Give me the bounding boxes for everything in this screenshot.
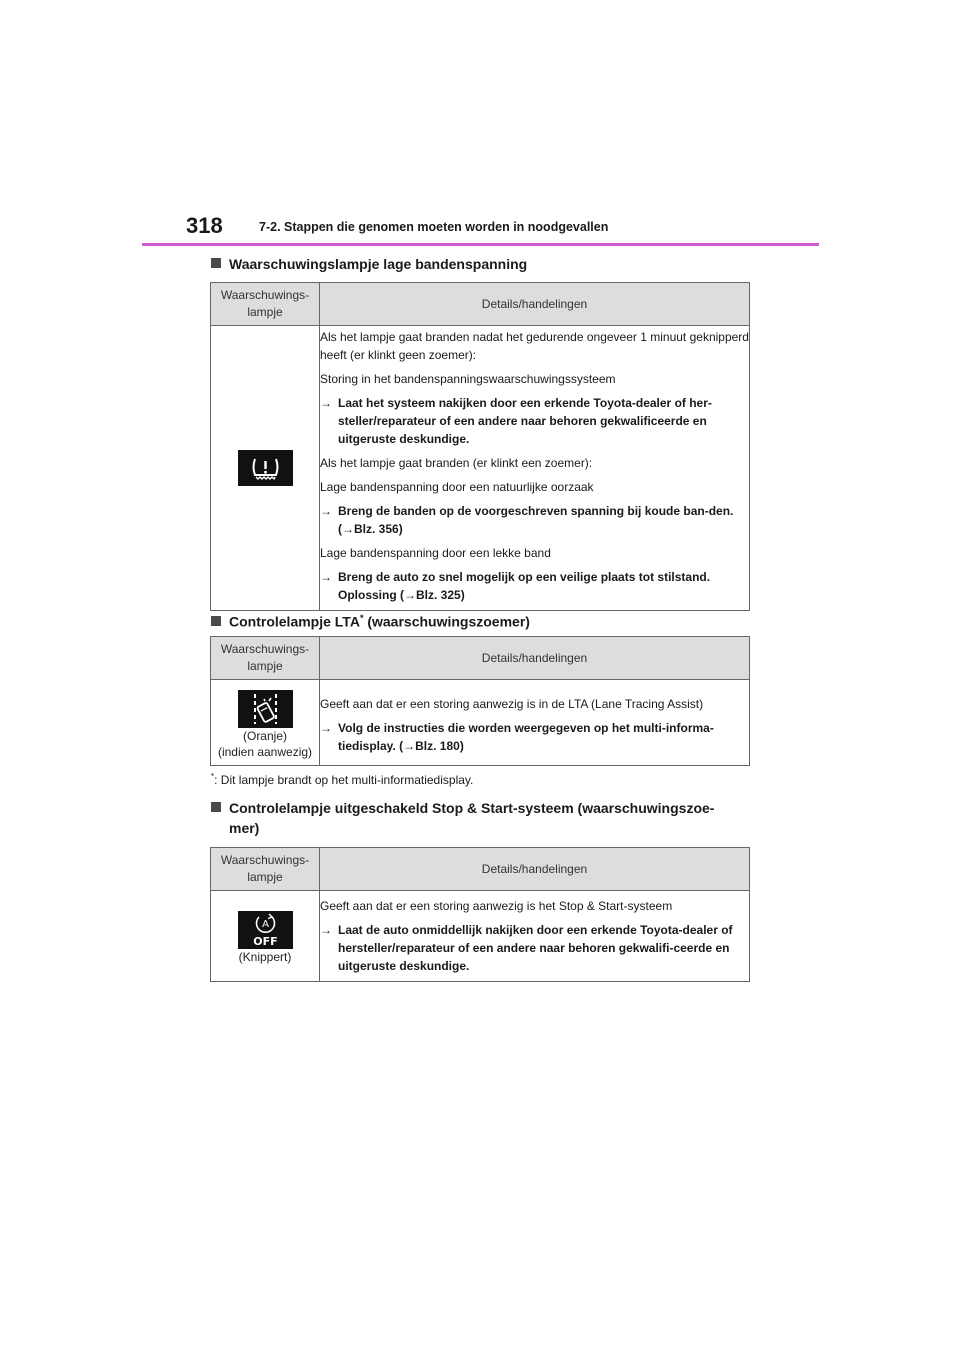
page-reference-link[interactable]: Blz. 356) — [354, 522, 403, 536]
page-reference-link[interactable]: Blz. 180) — [415, 738, 464, 753]
column-header-lamp: Waarschuwings- lampje — [211, 637, 320, 680]
footnote: *: Dit lampje brandt op het multi-informatiedisplay. — [211, 772, 474, 787]
lta-table — [210, 636, 750, 766]
table-row — [211, 680, 750, 766]
column-header-details: Details/handelingen — [320, 283, 750, 326]
lane-tracing-assist-icon — [238, 690, 293, 728]
table-header-row — [211, 848, 750, 891]
details-cell: Geeft aan dat er een storing aanwezig is in de LTA (Lane Tracing Assist) → Volg de instructies die worden weergegeven op het multi-informa-tiedisplay. (→Blz. 180) — [320, 680, 750, 766]
details-cell: Als het lampje gaat branden nadat het gedurende ongeveer 1 minuut geknipperd heeft (er klinkt geen zoemer): Storing in het bandenspanningswaarschuwingssysteem → Laat het systeem nakijken door een erkende Toyota-dealer of her-steller/reparateur of een andere naar behoren gekwalificeerde en uitgeruste deskundige. Als het lampje gaat branden (er klinkt een zoemer): Lage bandenspanning door een natuurlijke oorzaak → Breng de banden op de voorgeschreven spanning bij koude ban-den. (→Blz. 356) Lage bandenspanning door een lekke band → Breng de auto zo snel mogelijk op een veilige plaats tot stilstand. Oplossing (→Blz. 325) — [320, 326, 750, 611]
table-row — [211, 891, 750, 982]
bullet-square-icon — [211, 802, 221, 812]
table-header-row — [211, 283, 750, 326]
column-header-lamp: Waarschuwings- lampje — [211, 848, 320, 891]
section-title-tire-pressure: Waarschuwingslampje lage bandenspanning — [211, 254, 771, 274]
stop-start-off-icon — [238, 911, 293, 949]
tire-pressure-warning-icon — [238, 450, 293, 486]
bullet-square-icon — [211, 616, 221, 626]
table-header-row — [211, 637, 750, 680]
section-title-lta: Controlelampje LTA* (waarschuwingszoemer) — [211, 608, 771, 632]
stop-start-table — [210, 847, 750, 982]
section-title-stop-start: Controlelampje uitgeschakeld Stop & Start-systeem (waarschuwingszoe- mer) — [211, 798, 771, 838]
lamp-cell: A OFF (Knippert) — [211, 891, 320, 982]
chapter-title: 7-2. Stappen die genomen moeten worden in noodgevallen — [259, 220, 609, 234]
table-row — [211, 326, 750, 611]
page-number: 318 — [186, 213, 223, 238]
page-header — [0, 0, 960, 250]
header-rule — [142, 243, 819, 246]
column-header-details: Details/handelingen — [320, 848, 750, 891]
bullet-square-icon — [211, 258, 221, 268]
svg-text:OFF: OFF — [252, 935, 278, 948]
lamp-cell — [211, 326, 320, 611]
lamp-cell: (Oranje) (indien aanwezig) — [211, 680, 320, 766]
details-cell: Geeft aan dat er een storing aanwezig is het Stop & Start-systeem → Laat de auto onmiddellijk nakijken door een erkende Toyota-dealer of hersteller/reparateur of een andere naar behoren gekwalifi-ceerde en uitgeruste deskundige. — [320, 891, 750, 982]
column-header-lamp: Waarschuwings- lampje — [211, 283, 320, 326]
svg-text:A: A — [261, 919, 269, 930]
tire-pressure-table — [210, 282, 750, 611]
column-header-details: Details/handelingen — [320, 637, 750, 680]
page-reference-link[interactable]: Blz. 325) — [416, 588, 465, 602]
